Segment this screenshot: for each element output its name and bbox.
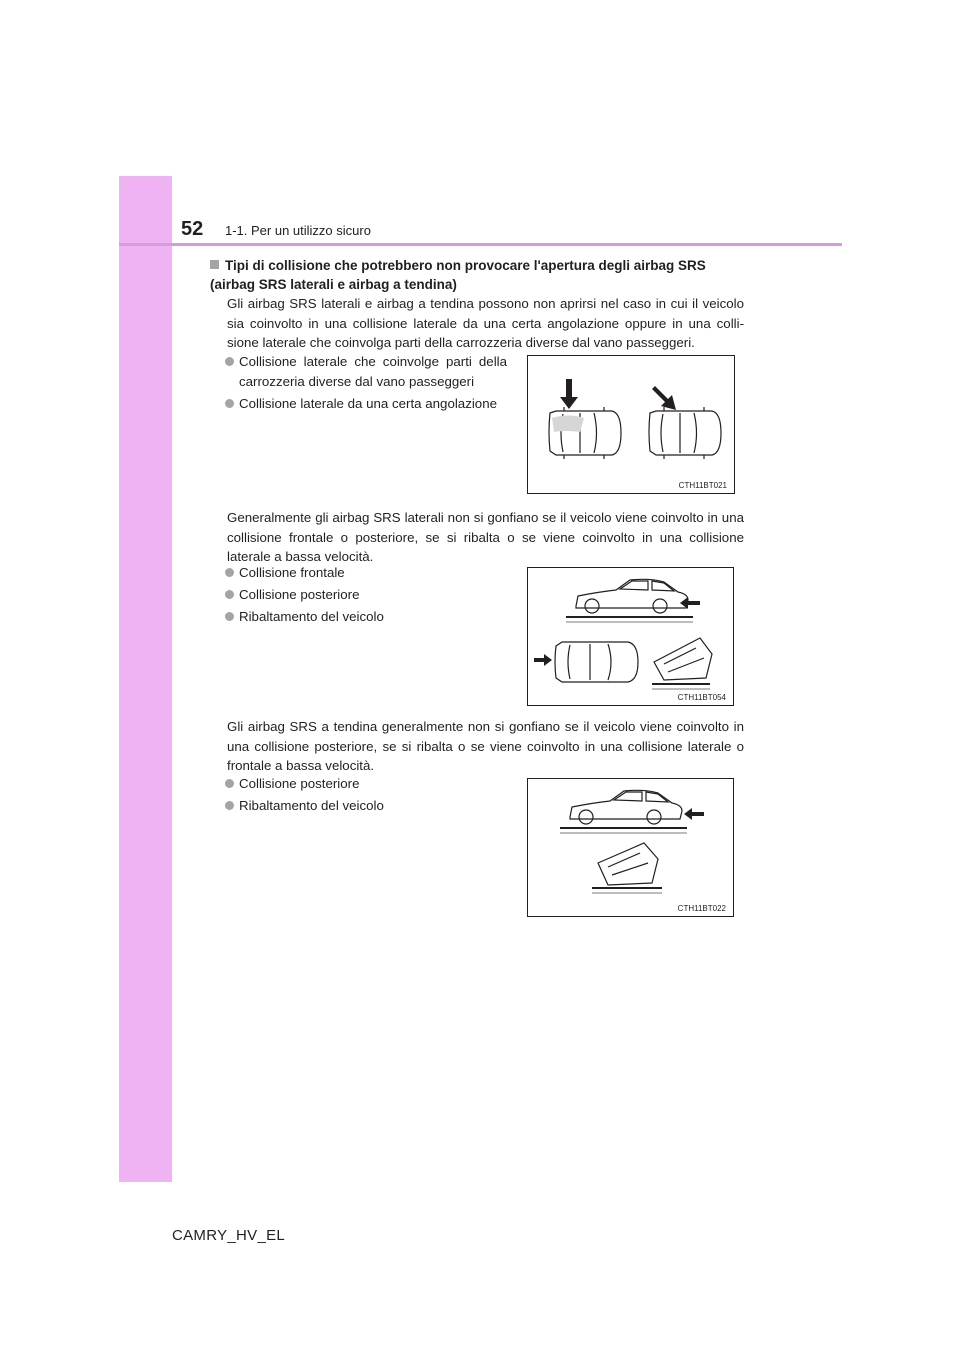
bullet-icon <box>225 590 234 599</box>
front-rear-rollover-illustration <box>528 568 733 705</box>
sidebar-tab <box>119 176 172 1182</box>
figure-code: CTH11BT021 <box>678 481 727 490</box>
section-heading <box>210 256 744 294</box>
list-item: Collisione laterale da una certa angolazione <box>225 394 497 414</box>
bullet-icon <box>225 779 234 788</box>
bullet-icon <box>225 568 234 577</box>
figure-rear-rollover <box>527 778 734 917</box>
figure-code: CTH11BT054 <box>677 693 726 702</box>
paragraph-side-airbags-not-inflate: Generalmente gli airbag SRS laterali non si gonfiano se il veicolo viene coinvolto in una collisione frontale o posteriore, se si ribalta o se viene coinvolto in una collisione laterale a bassa velocità. <box>227 510 744 564</box>
list-item: Collisione posteriore <box>225 774 359 794</box>
page-number: 52 <box>181 218 204 240</box>
list-item: Collisione laterale che coinvolge parti della carrozzeria diverse dal vano passeggeri <box>225 352 510 391</box>
figure-side-collision <box>527 355 735 494</box>
side-collision-illustration <box>528 356 734 493</box>
heading-line-1: Tipi di collisione che potrebbero non provocare l'apertura degli airbag SRS <box>225 258 706 273</box>
paragraph-side-airbags: Gli airbag SRS laterali e airbag a tendina possono non aprirsi nel caso in cui il veicolo sia coinvolto in una collisione laterale da una certa angolazione oppure in una colli-sione laterale che coinvolga parti della carrozzeria diverse dal vano passeggeri. <box>227 296 744 350</box>
list-item: Collisione frontale <box>225 563 345 583</box>
rear-rollover-illustration <box>528 779 733 916</box>
bullet-icon <box>225 399 234 408</box>
bullet-icon <box>225 357 234 366</box>
figure-code: CTH11BT022 <box>677 904 726 913</box>
bullet-icon <box>225 801 234 810</box>
square-bullet-icon <box>210 260 219 269</box>
section-title: 1-1. Per un utilizzo sicuro <box>225 223 371 238</box>
heading-line-2: (airbag SRS laterali e airbag a tendina) <box>210 277 457 292</box>
list-item: Ribaltamento del veicolo <box>225 607 384 627</box>
figure-front-rear-rollover <box>527 567 734 706</box>
list-item: Ribaltamento del veicolo <box>225 796 384 816</box>
footer-model: CAMRY_HV_EL <box>172 1227 286 1244</box>
paragraph-curtain-airbags-not-inflate: Gli airbag SRS a tendina generalmente non si gonfiano se il veicolo viene coinvolto in una collisione posteriore, se si ribalta o se viene coinvolto in una collisione laterale o frontale a bassa velocità. <box>227 719 744 773</box>
header-divider <box>119 243 842 246</box>
list-item: Collisione posteriore <box>225 585 359 605</box>
bullet-icon <box>225 612 234 621</box>
